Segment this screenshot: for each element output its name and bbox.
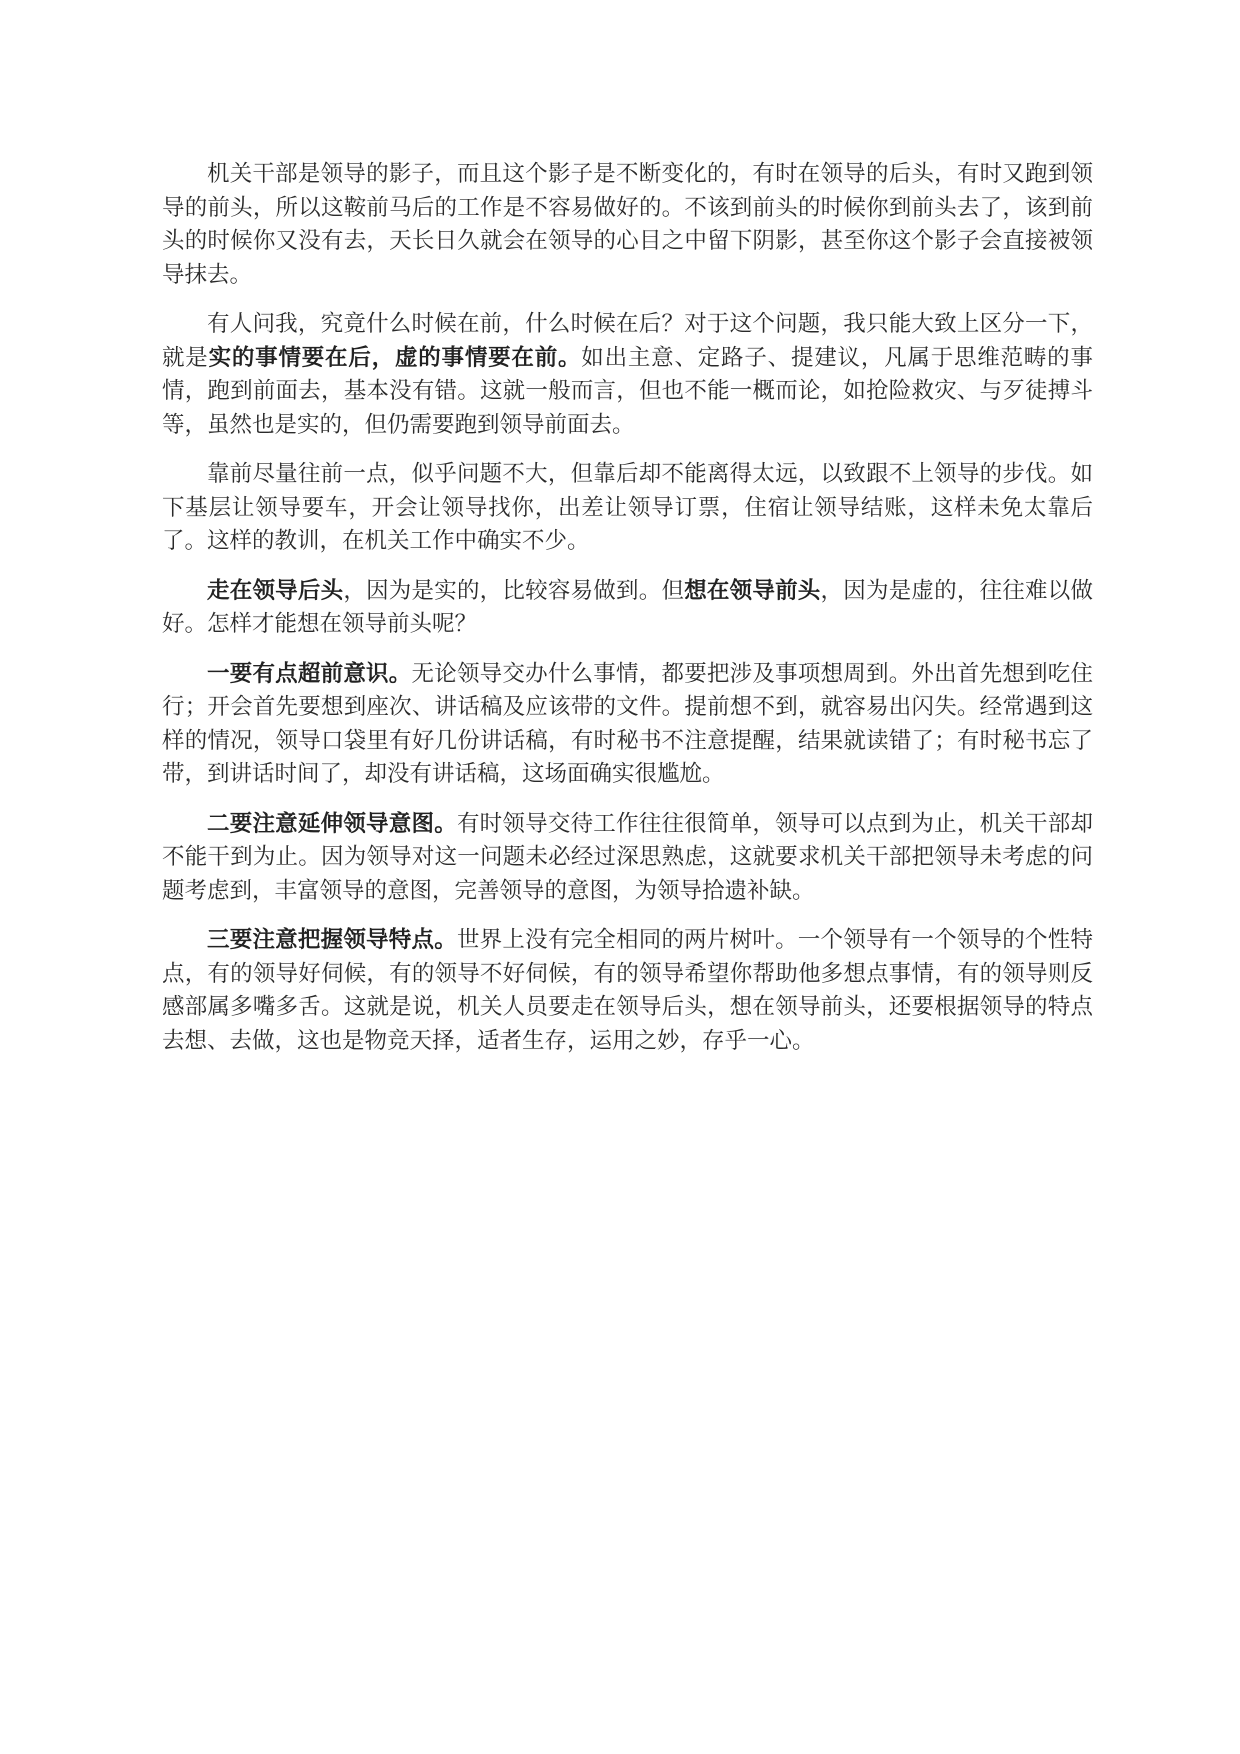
paragraph-4-middle: ，因为是实的，比较容易做到。但: [343, 577, 685, 604]
paragraph-6-heading: 二要注意延伸领导意图。: [207, 810, 457, 837]
paragraph-1: [162, 158, 1093, 292]
paragraph-2-emphasis: 实的事情要在后，虚的事情要在前。: [208, 344, 582, 371]
paragraph-7-heading: 三要注意把握领导特点。: [207, 927, 457, 953]
paragraph-1-text: 机关干部是领导的影子，而且这个影子是不断变化的，有时在领导的后头，有时又跑到领导的前头，所以这鞍前马后的工作是不容易做好的。不该到前头的时候你到前头去了，该到前头的时候你又没有去，天长日久就会在领导的心目之中留下阴影，甚至你这个影子会直接被领导抹去。: [162, 161, 1093, 288]
paragraph-4: [162, 575, 1093, 642]
paragraph-4-emphasis-1: 走在领导后头: [207, 577, 344, 604]
paragraph-6: [162, 808, 1093, 909]
paragraph-5: [162, 658, 1093, 792]
paragraph-3-text: 靠前尽量往前一点，似乎问题不大，但靠后却不能离得太远，以致跟不上领导的步伐。如下基层让领导要车，开会让领导找你，出差让领导订票，住宿让领导结账，这样未免太靠后了。这样的教训，在机关工作中确实不少。: [162, 461, 1093, 554]
paragraph-5-text: 无论领导交办什么事情，都要把涉及事项想周到。外出首先想到吃住行；开会首先要想到座次、讲话稿及应该带的文件。提前想不到，就容易出闪失。经常遇到这样的情况，领导口袋里有好几份讲话稿，有时秘书不注意提醒，结果就读错了；有时秘书忘了带，到讲话时间了，却没有讲话稿，这场面确实很尴尬。: [162, 660, 1093, 787]
paragraph-4-emphasis-2: 想在领导前头: [684, 577, 821, 604]
paragraph-7: [162, 924, 1093, 1058]
paragraph-2-lead: 有人问我，究竟什么时候在前，什么时候在后？对于这个问题，我只能大致上区分一下，就是: [162, 311, 1093, 371]
paragraph-5-heading: 一要有点超前意识。: [207, 660, 412, 687]
document-body: [162, 158, 1093, 1074]
paragraph-4-rest: ，因为是虚的，往往难以做好。怎样才能想在领导前头呢？: [162, 577, 1093, 637]
paragraph-3: [162, 458, 1093, 559]
paragraph-2-rest: 如出主意、定路子、提建议，凡属于思维范畴的事情，跑到前面去，基本没有错。这就一般而言，但也不能一概而论，如抢险救灾、与歹徒搏斗等，虽然也是实的，但仍需要跑到领导前面去。: [162, 344, 1093, 438]
paragraph-2: [162, 308, 1093, 442]
paragraph-6-text: 有时领导交待工作往往很简单，领导可以点到为止，机关干部却不能干到为止。因为领导对这一问题未必经过深思熟虑，这就要求机关干部把领导未考虑的问题考虑到，丰富领导的意图，完善领导的意图，为领导拾遗补缺。: [162, 810, 1093, 904]
paragraph-7-text: 世界上没有完全相同的两片树叶。一个领导有一个领导的个性特点，有的领导好伺候，有的领导不好伺候，有的领导希望你帮助他多想点事情，有的领导则反感部属多嘴多舌。这就是说，机关人员要走在领导后头，想在领导前头，还要根据领导的特点去想、去做，这也是物竞天择，适者生存，运用之妙，存乎一心。: [162, 927, 1093, 1054]
